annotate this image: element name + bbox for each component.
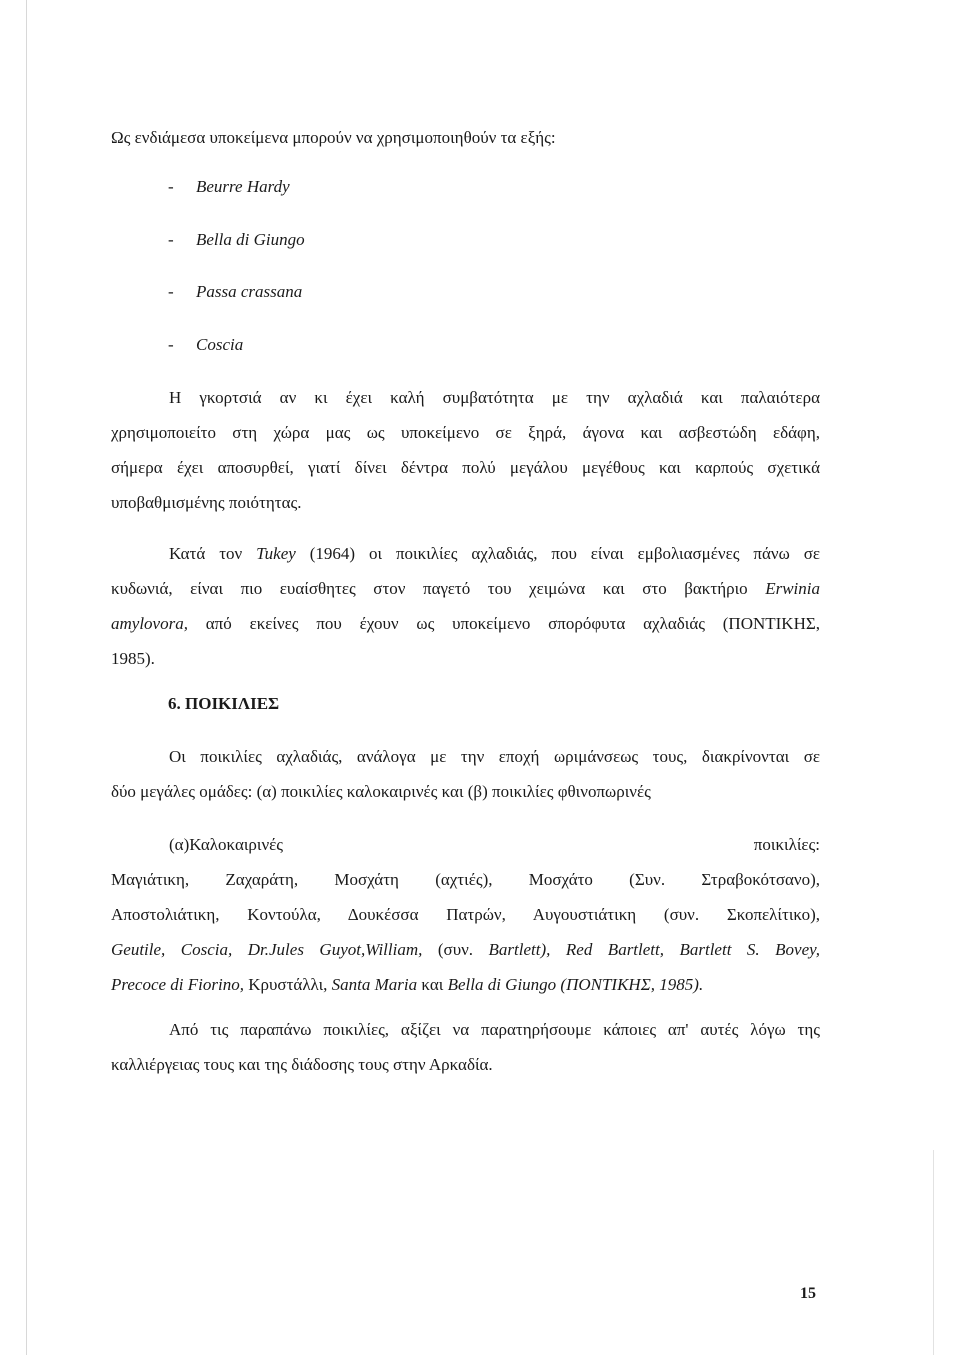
paragraph-line (111, 571, 820, 606)
list-item (168, 327, 305, 380)
rootstock-list (168, 169, 305, 379)
list-dash: - (168, 177, 174, 196)
text-run: από εκείνες που έχουν ως υποκείμενο σπορόφυτα αχλαδιάς (ΠΟΝΤΙΚΗΣ, (187, 614, 820, 633)
list-item-label: Beurre Hardy (196, 177, 290, 196)
paragraph-line (111, 932, 820, 967)
paragraph-summer-varieties (111, 827, 820, 1002)
text-run: (1964) οι ποικιλίες αχλαδιάς, που είναι εμβολιασμένες πάνω σε (295, 544, 820, 563)
list-dash: - (168, 334, 174, 354)
variety-names: Precoce di Fiorino, (111, 975, 244, 994)
paragraph-line (111, 967, 820, 1002)
paragraph-line: 1985). (111, 649, 155, 668)
text-run: Κρυστάλλι, (243, 975, 332, 994)
variety-names: Santa Maria (331, 975, 418, 994)
list-item-label: Passa crassana (196, 282, 303, 301)
paragraph-line: Η γκορτσιά αν κι έχει καλή συμβατότητα με την αχλαδιά και παλαιότερα (169, 388, 820, 407)
page-number: 15 (800, 1285, 816, 1302)
paragraph-line: Από τις παραπάνω ποικιλίες, αξίζει να παρατηρήσουμε κάποιες απ' αυτές λόγω της (169, 1020, 820, 1039)
paragraph-line: χρησιμοποιείτο στη χώρα μας ως υποκείμενο σε ξηρά, άγονα και ασβεστώδη εδάφη, (111, 423, 820, 442)
subheading-summer: (α)Καλοκαιρινές ποικιλίες: (169, 835, 820, 854)
paragraph-quince-compatibility (111, 380, 820, 520)
list-dash: - (168, 282, 174, 301)
list-item (168, 274, 305, 327)
paragraph-line: υποβαθμισμένης ποιότητας. (111, 493, 302, 512)
paragraph-line: σήμερα έχει αποσυρθεί, γιατί δίνει δέντρα πολύ μεγάλου μεγέθους και καρπούς σχετικά (111, 458, 820, 477)
paragraph-line (111, 606, 820, 641)
paragraph-tukey (111, 536, 820, 676)
intro-sentence: Ως ενδιάμεσα υποκείμενα μπορούν να χρησιμοποιηθούν τα εξής: (111, 128, 556, 147)
paragraph-line: Μαγιάτικη, Ζαχαράτη, Μοσχάτη (αχτιές), Μοσχάτο (Συν. Στραβοκότσανο), (111, 870, 820, 889)
variety-names: Geutile, Coscia, Dr.Jules Guyot,William, (111, 940, 423, 959)
variety-names: Bartlett), Red Bartlett, Bartlett S. Bovey, (488, 940, 820, 959)
paragraph-variety-groups (111, 739, 820, 809)
author-name: Tukey (256, 544, 296, 563)
paragraph-arcadia (111, 1012, 820, 1082)
paragraph-line: Οι ποικιλίες αχλαδιάς, ανάλογα με την εποχή ωριμάνσεως τους, διακρίνονται σε (169, 747, 820, 766)
species-name: Erwinia (765, 579, 820, 598)
text-run: (συν. (422, 940, 489, 959)
section-heading: 6. ΠΟΙΚΙΛΙΕΣ (168, 694, 280, 713)
list-item-label: Coscia (196, 334, 244, 354)
scan-edge-line-right (933, 1150, 934, 1355)
list-dash: - (168, 229, 174, 249)
paragraph-line: καλλιέργειας τους και της διάδοσης τους στην Αρκαδία. (111, 1055, 493, 1074)
variety-names: Bella di Giungo (ΠΟΝΤΙΚΗΣ, 1985). (447, 975, 704, 994)
scan-edge-line (26, 0, 27, 1355)
text-run: κυδωνιά, είναι πιο ευαίσθητες στον παγετό του χειμώνα και στο βακτήριο (111, 579, 766, 598)
list-item (168, 222, 305, 275)
species-name: amylovora, (111, 614, 188, 633)
list-item-label: Bella di Giungo (196, 229, 305, 249)
paragraph-line (111, 536, 820, 571)
text-run: και (417, 975, 448, 994)
list-item (168, 169, 305, 222)
text-run: Κατά τον (169, 544, 257, 563)
paragraph-line: δύο μεγάλες ομάδες: (α) ποικιλίες καλοκαιρινές και (β) ποικιλίες φθινοπωρινές (111, 782, 651, 801)
paragraph-line: Αποστολιάτικη, Κοντούλα, Δουκέσσα Πατρών, Αυγουστιάτικη (συν. Σκοπελίτικο), (111, 905, 820, 924)
